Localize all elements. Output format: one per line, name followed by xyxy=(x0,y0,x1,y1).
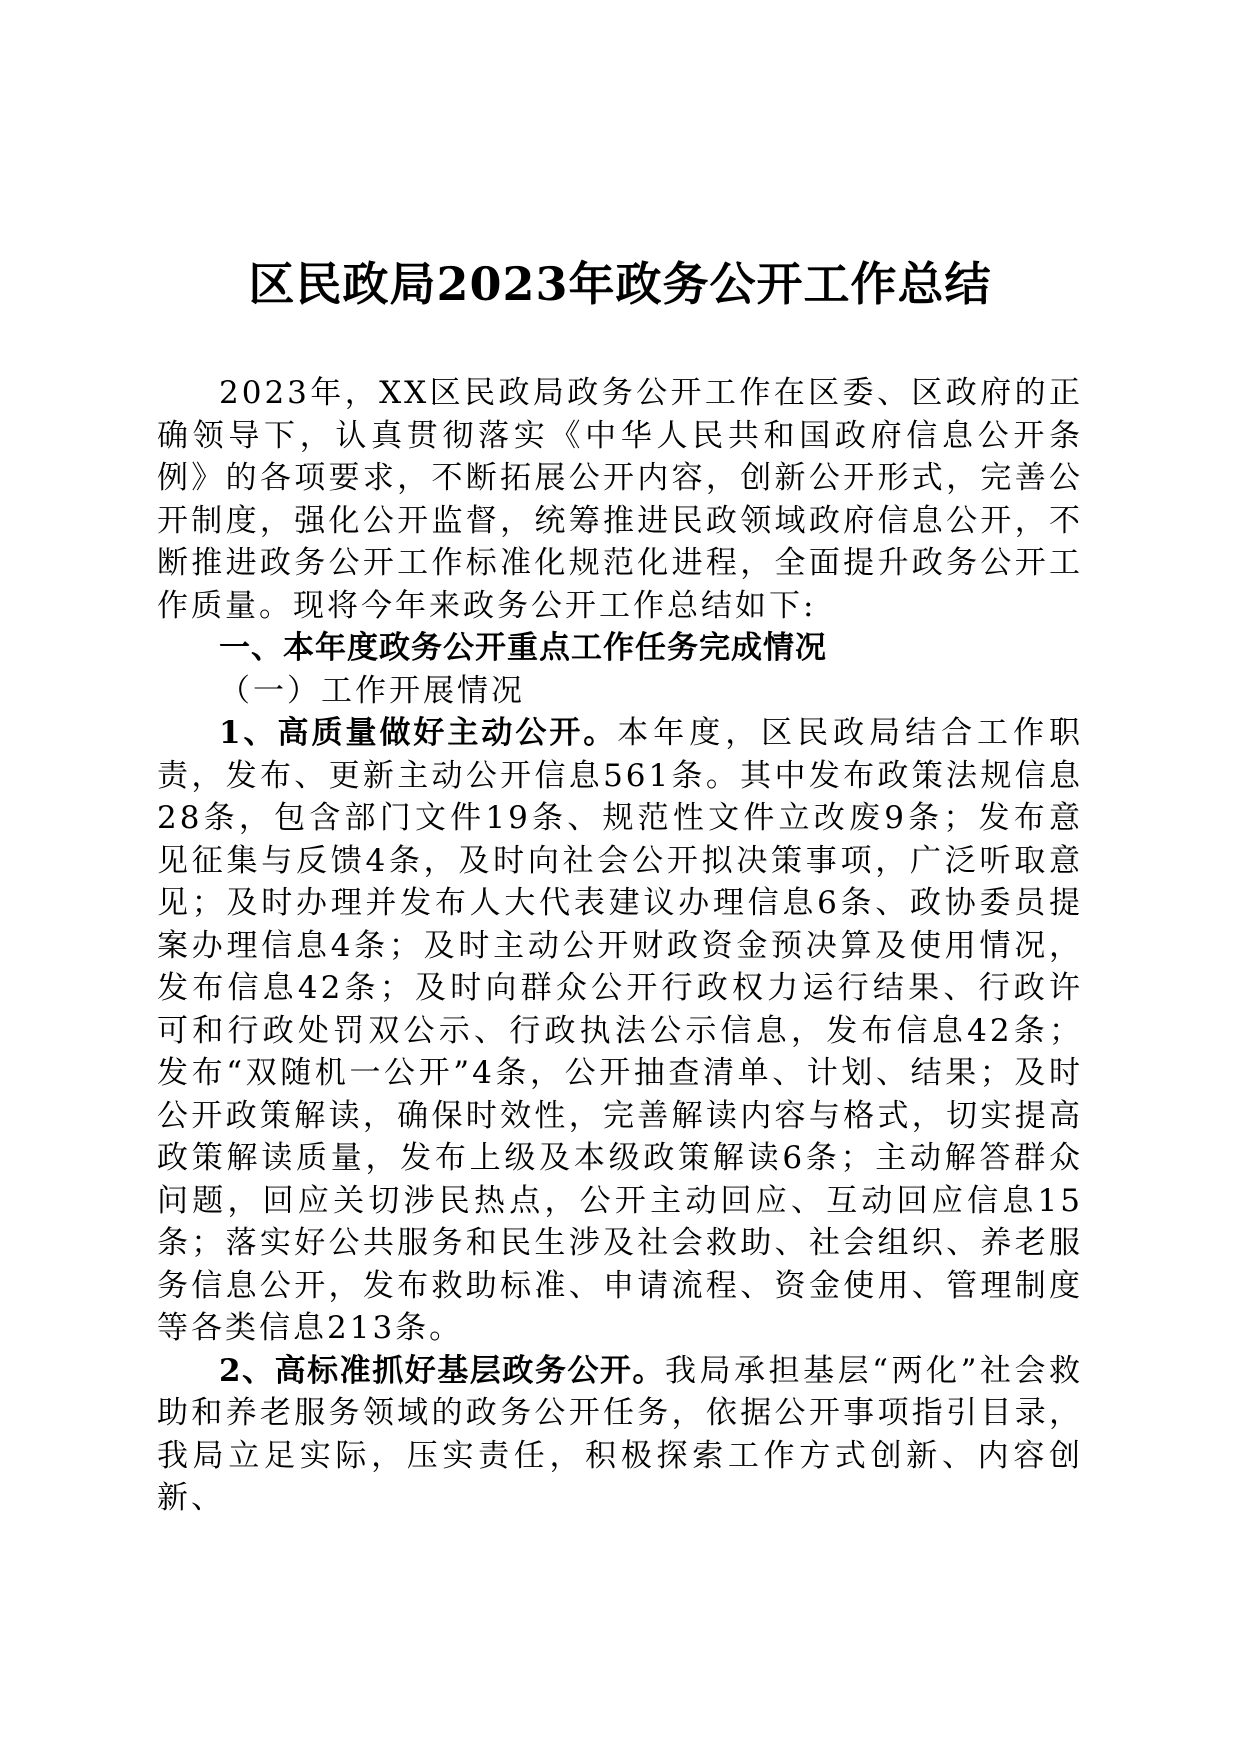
document-body xyxy=(157,372,1083,1520)
intro-paragraph: 2023年，XX区民政局政务公开工作在区委、区政府的正确领导下，认真贯彻落实《中华人民共和国政府信息公开条例》的各项要求，不断拓展公开内容，创新公开形式，完善公开制度，强化公开监督，统筹推进民政领域政府信息公开，不断推进政务公开工作标准化规范化进程，全面提升政务公开工作质量。现将今年来政务公开工作总结如下: xyxy=(157,375,1083,624)
item-2-lead: 2、高标准抓好基层政务公开。 xyxy=(219,1352,665,1389)
subsection-heading: （一）工作开展情况 xyxy=(219,672,525,709)
item-1-paragraph xyxy=(157,712,1083,1350)
item-2-text: 我局承担基层“两化”社会救助和养老服务领域的政务公开任务，依据公开事项指引目录，我局立足实际，压实责任，积极探索工作方式创新、内容创新、 xyxy=(157,1352,1083,1516)
item-1-text: 本年度，区民政局结合工作职责，发布、更新主动公开信息561条。其中发布政策法规信息28条，包含部门文件19条、规范性文件立改废9条；发布意见征集与反馈4条，及时向社会公开拟决策事项，广泛听取意见；及时办理并发布人大代表建议办理信息6条、政协委员提案办理信息4条；及时主动公开财政资金预决算及使用情况，发布信息42条；及时向群众公开行政权力运行结果、行政许可和行政处罚双公示、行政执法公示信息，发布信息42条；发布“双随机一公开”4条，公开抽查清单、计划、结果；及时公开政策解读，确保时效性，完善解读内容与格式，切实提高政策解读质量，发布上级及本级政策解读6条；主动解答群众问题，回应关切涉民热点，公开主动回应、互动回应信息15条；落实好公共服务和民生涉及社会救助、社会组织、养老服务信息公开，发布救助标准、申请流程、资金使用、管理制度等各类信息213条。 xyxy=(157,715,1083,1346)
item-2-paragraph xyxy=(157,1350,1083,1520)
document-title: 区民政局2023年政务公开工作总结 xyxy=(248,257,992,311)
item-1-lead: 1、高质量做好主动公开。 xyxy=(219,715,618,751)
section-heading: 一、本年度政务公开重点工作任务完成情况 xyxy=(219,630,827,666)
